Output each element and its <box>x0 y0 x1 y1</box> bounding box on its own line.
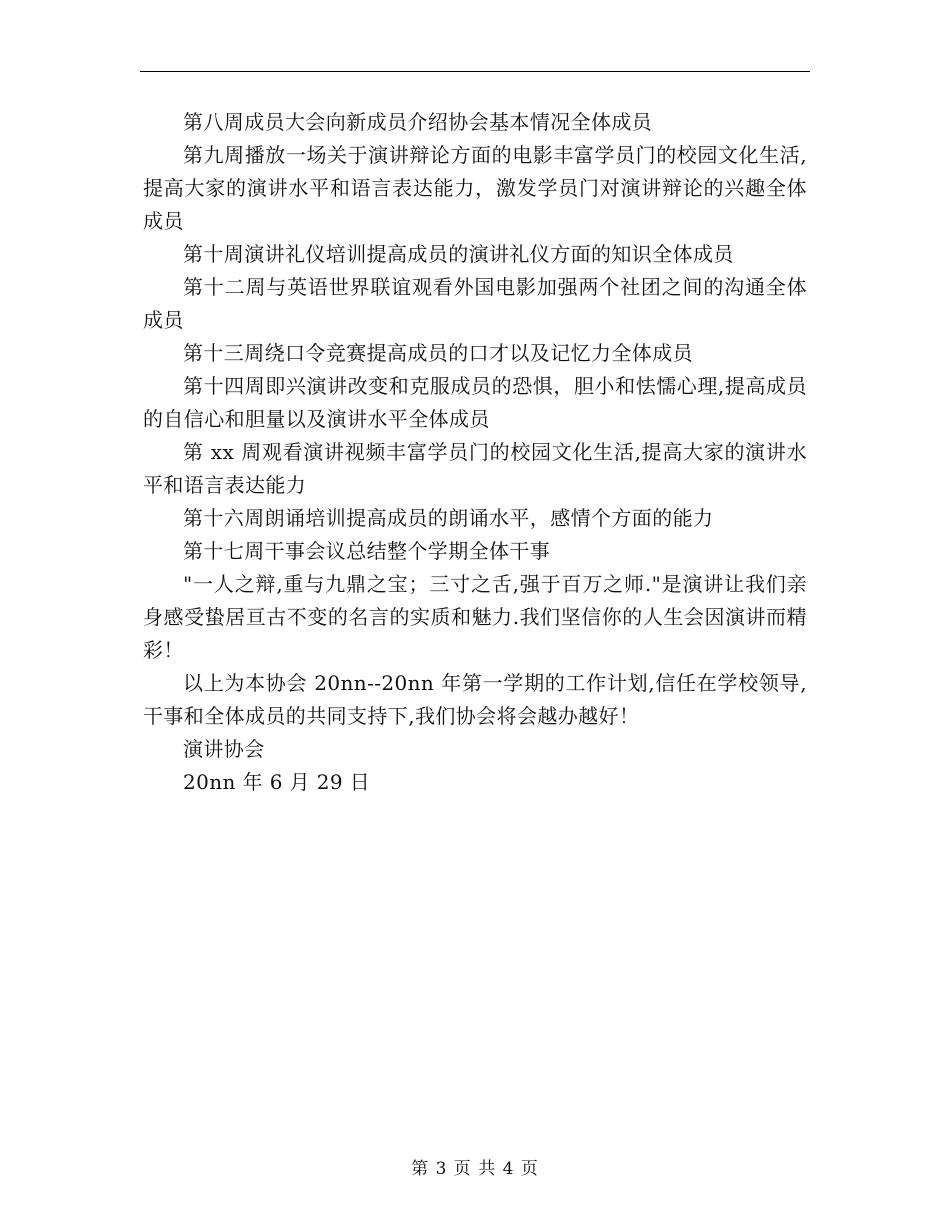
paragraph-quote: "一人之辩,重与九鼎之宝；三寸之舌,强于百万之师."是演讲让我们亲身感受蛰居亘古不变的名言的实质和魅力.我们坚信你的人生会因演讲而精彩！ <box>143 572 807 662</box>
signature-date: 20nn 年 6 月 29 日 <box>183 770 371 794</box>
paragraph-week-10: 第十周演讲礼仪培训提高成员的演讲礼仪方面的知识全体成员 <box>183 242 734 266</box>
paragraph-week-16: 第十六周朗诵培训提高成员的朗诵水平，感情个方面的能力 <box>183 506 714 530</box>
header-rule <box>140 71 810 72</box>
paragraph-week-13: 第十三周绕口令竞赛提高成员的口才以及记忆力全体成员 <box>183 341 693 365</box>
paragraph-week-9: 第九周播放一场关于演讲辩论方面的电影丰富学员门的校园文化生活,提高大家的演讲水平和语言表达能力，激发学员门对演讲辩论的兴趣全体成员 <box>143 143 807 233</box>
page-number: 第 3 页 共 4 页 <box>411 1159 539 1179</box>
paragraph-conclusion: 以上为本协会 20nn--20nn 年第一学期的工作计划,信任在学校领导,干事和全体成员的共同支持下,我们协会将会越办越好！ <box>143 671 807 728</box>
paragraph-week-12: 第十二周与英语世界联谊观看外国电影加强两个社团之间的沟通全体成员 <box>143 275 807 332</box>
document-body <box>143 106 807 799</box>
paragraph-week-8: 第八周成员大会向新成员介绍协会基本情况全体成员 <box>183 110 653 134</box>
signature-organization: 演讲协会 <box>183 737 265 761</box>
paragraph-week-17: 第十七周干事会议总结整个学期全体干事 <box>183 539 551 563</box>
paragraph-week-xx: 第 xx 周观看演讲视频丰富学员门的校园文化生活,提高大家的演讲水平和语言表达能力 <box>143 440 807 497</box>
paragraph-week-14: 第十四周即兴演讲改变和克服成员的恐惧，胆小和怯懦心理,提高成员的自信心和胆量以及演讲水平全体成员 <box>143 374 807 431</box>
